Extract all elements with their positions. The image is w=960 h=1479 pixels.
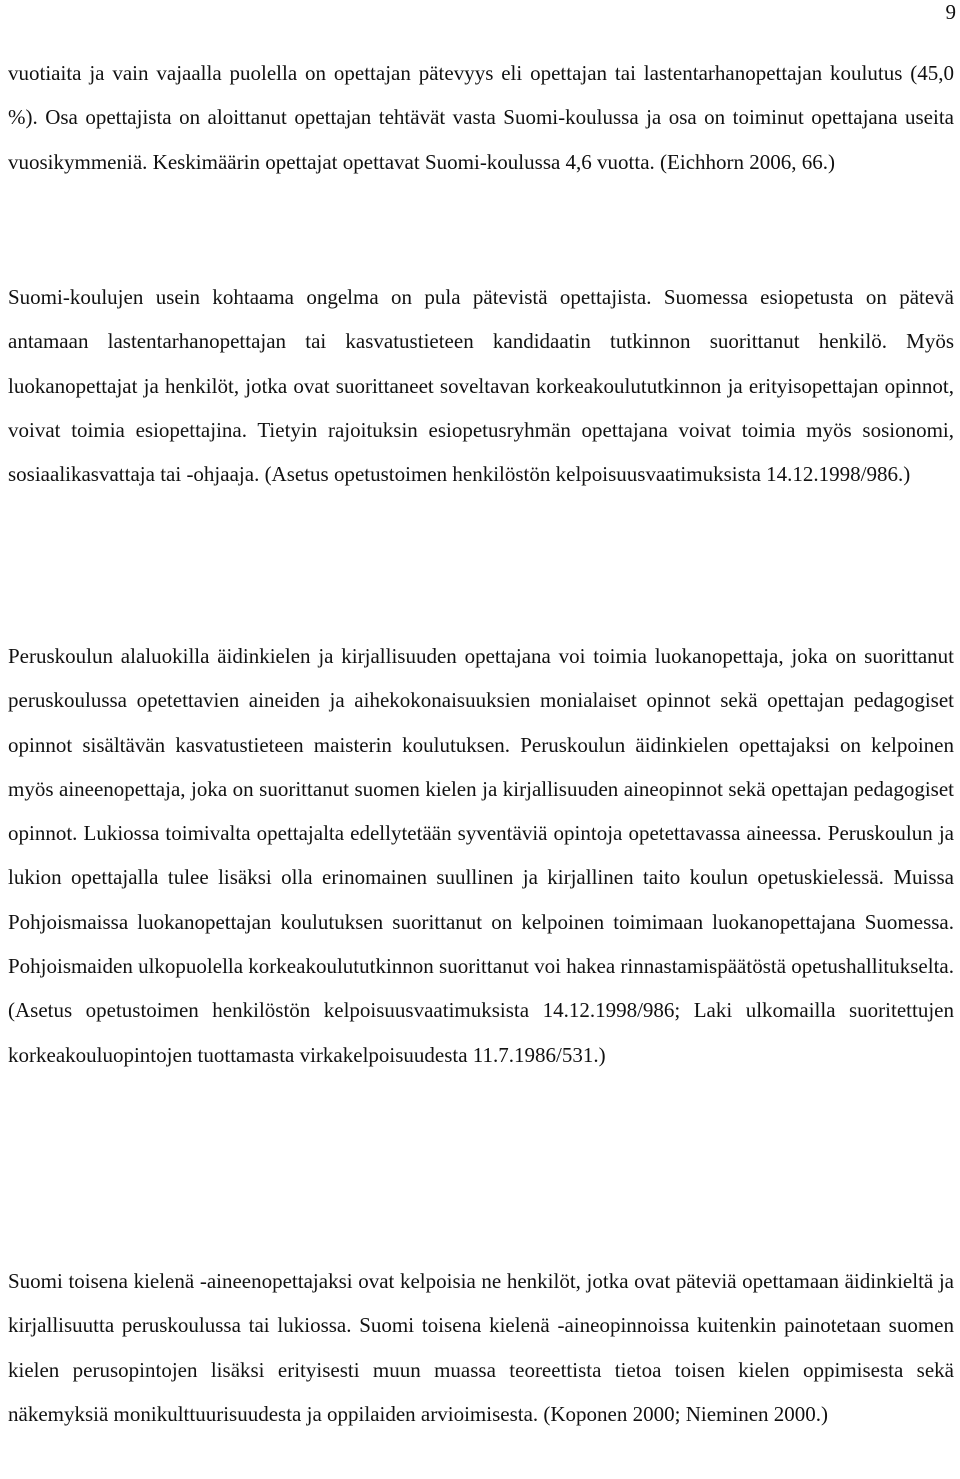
- paragraph-mother-tongue-teachers: Peruskoulun alaluokilla äidinkielen ja kirjallisuuden opettajana voi toimia luokanopettaja, joka on suorittanut peruskoulussa opetettavien aineiden ja aihekokonaisuuksien monialaiset opinnot sekä opettajan pedagogiset opinnot sisältävän kasvatustieteen maisterin koulutuksen. Peruskoulun äidinkielen opettajaksi on kelpoinen myös aineenopettaja, joka on suorittanut suomen kielen ja kirjallisuuden aineopinnot sekä opettajan pedagogiset opinnot. Lukiossa toimivalta opettajalta edellytetään syventäviä opintoja opetettavassa aineessa. Peruskoulun ja lukion opettajalla tulee lisäksi olla erinomainen suullinen ja kirjallinen taito koulun opetuskielessä. Muissa Pohjoismaissa luokanopettajan koulutuksen suorittanut on kelpoinen toimimaan luokanopettajana Suomessa. Pohjoismaiden ulkopuolella korkeakoulututkinnon suorittanut voi hakea rinnastamispäätöstä opetushallitukselta. (Asetus opetustoimen henkilöstön kelpoisuusvaatimuksista 14.12.1998/986; Laki ulkomailla suoritettujen korkeakouluopintojen tuottamasta virkakelpoisuudesta 11.7.1986/531.): [8, 644, 954, 1067]
- page-number: 9: [945, 0, 956, 24]
- paragraph-teacher-shortage: Suomi-koulujen usein kohtaama ongelma on pula pätevistä opettajista. Suomessa esiopetusta on pätevä antamaan lastentarhanopettajan tai kasvatustieteen kandidaatin tutkinnon suorittanut henkilö. Myös luokanopettajat ja henkilöt, jotka ovat suorittaneet soveltavan korkeakoulututkinnon ja erityisopettajan opinnot, voivat toimia esiopettajina. Tietyin rajoituksin esiopetusryhmän opettajana voivat toimia myös sosionomi, sosiaalikasvattaja tai -ohjaaja. (Asetus opetustoimen henkilöstön kelpoisuusvaatimuksista 14.12.1998/986.): [8, 285, 954, 487]
- paragraph-finnish-second-language: Suomi toisena kielenä -aineenopettajaksi ovat kelpoisia ne henkilöt, jotka ovat päteviä opettamaan äidinkieltä ja kirjallisuutta peruskoulussa tai lukiossa. Suomi toisena kielenä -aineopinnoissa kuitenkin painotetaan suomen kielen perusopintojen lisäksi erityisesti muun muassa teoreettista tietoa toisen kielen oppimisesta sekä näkemyksiä monikulttuurisuudesta ja oppilaiden arvioimisesta. (Koponen 2000; Nieminen 2000.): [8, 1269, 954, 1426]
- paragraph-teacher-qualifications: vuotiaita ja vain vajaalla puolella on opettajan pätevyys eli opettajan tai lastentarhanopettajan koulutus (45,0 %). Osa opettajista on aloittanut opettajan tehtävät vasta Suomi-koulussa ja osa on toiminut opettajana useita vuosikymmeniä. Keskimäärin opettajat opettavat Suomi-koulussa 4,6 vuotta. (Eichhorn 2006, 66.): [8, 61, 954, 174]
